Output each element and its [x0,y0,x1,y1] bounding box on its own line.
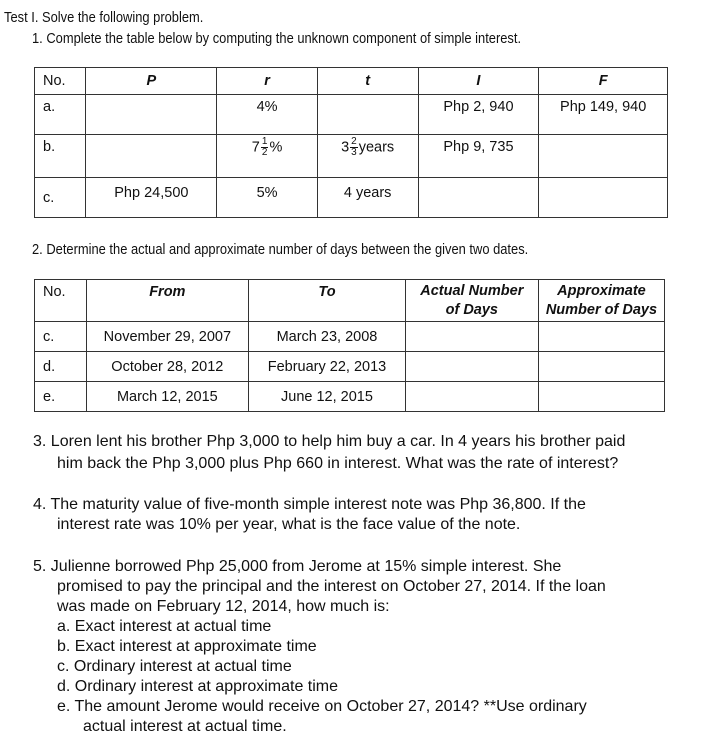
problem-5-item-a: a. Exact interest at actual time [57,618,272,635]
simple-interest-table [34,67,668,218]
table-row [35,352,665,382]
header-f: F [539,68,668,95]
cell-r: 5% [217,178,317,218]
header-from: From [86,280,249,322]
cell-to: March 23, 2008 [249,322,406,352]
cell-i: Php 2, 940 [418,95,539,135]
row-no: c. [35,322,87,352]
row-no: b. [35,135,86,178]
cell-i: Php 9, 735 [418,135,539,178]
cell-r [217,135,317,178]
header-approximate-days: Approximate Number of Days [538,280,664,322]
cell-i [418,178,539,218]
problem-4-line-2: interest rate was 10% per year, what is the face value of the note. [57,516,521,533]
cell-f [539,178,668,218]
cell-from: March 12, 2015 [86,382,249,412]
header-t: t [317,68,418,95]
cell-p: Php 24,500 [86,178,217,218]
r-unit: % [269,139,283,156]
cell-t [317,95,418,135]
problem-5-line-2: promised to pay the principal and the interest on October 27, 2014. If the loan [57,578,606,595]
table-row [35,135,668,178]
problem-3-line-2: him back the Php 3,000 plus Php 660 in interest. What was the rate of interest? [57,455,619,472]
cell-p [86,95,217,135]
header-i: I [418,68,539,95]
t-fraction: $\frac{2}{3}$ [351,136,357,158]
test-heading: Test I. Solve the following problem. [4,9,204,26]
cell-to: February 22, 2013 [249,352,406,382]
cell-p [86,135,217,178]
cell-actual [405,352,538,382]
cell-approximate [538,382,664,412]
problem-5-item-c: c. Ordinary interest at actual time [57,658,292,675]
header-actual-days: Actual Number of Days [405,280,538,322]
cell-to: June 12, 2015 [249,382,406,412]
cell-t [317,135,418,178]
row-no: d. [35,352,87,382]
problem-5-line-1: 5. Julienne borrowed Php 25,000 from Jerome at 15% simple interest. She [33,558,562,575]
problem-4-line-1: 4. The maturity value of five-month simple interest note was Php 36,800. If the [33,496,586,513]
cell-r: 4% [217,95,317,135]
table-row [35,322,665,352]
problem-3-line-1: 3. Loren lent his brother Php 3,000 to help him buy a car. In 4 years his brother paid [33,433,626,450]
header-r: r [217,68,317,95]
problem-5-line-3: was made on February 12, 2014, how much is: [57,598,390,615]
problem-5-item-e-line-2: actual interest at actual time. [83,718,287,735]
cell-approximate [538,352,664,382]
row-no: a. [35,95,86,135]
cell-f [539,135,668,178]
item-1-instruction: 1. Complete the table below by computing the unknown component of simple interest. [32,30,522,47]
header-no: No. [35,68,86,95]
header-p: P [86,68,217,95]
row-no: e. [35,382,87,412]
cell-actual [405,322,538,352]
table-row [35,178,668,218]
cell-f: Php 149, 940 [539,95,668,135]
t-whole: 3 [341,139,350,156]
r-fraction: $\frac{1}{2}$ [261,136,268,158]
header-to: To [249,280,406,322]
table-row [35,382,665,412]
problem-5-item-e-line-1: e. The amount Jerome would receive on October 27, 2014? **Use ordinary [57,698,587,715]
t-unit: years [358,139,395,156]
problem-5-item-d: d. Ordinary interest at approximate time [57,678,339,695]
cell-from: November 29, 2007 [86,322,249,352]
item-2-instruction: 2. Determine the actual and approximate number of days between the given two dates. [32,241,529,258]
cell-t: 4 years [317,178,418,218]
days-between-dates-table [34,279,665,412]
row-no: c. [35,178,86,218]
cell-actual [405,382,538,412]
cell-from: October 28, 2012 [86,352,249,382]
header-no: No. [35,280,87,322]
problem-5-item-b: b. Exact interest at approximate time [57,638,317,655]
cell-approximate [538,322,664,352]
table-row [35,95,668,135]
r-whole: 7 [251,139,260,156]
